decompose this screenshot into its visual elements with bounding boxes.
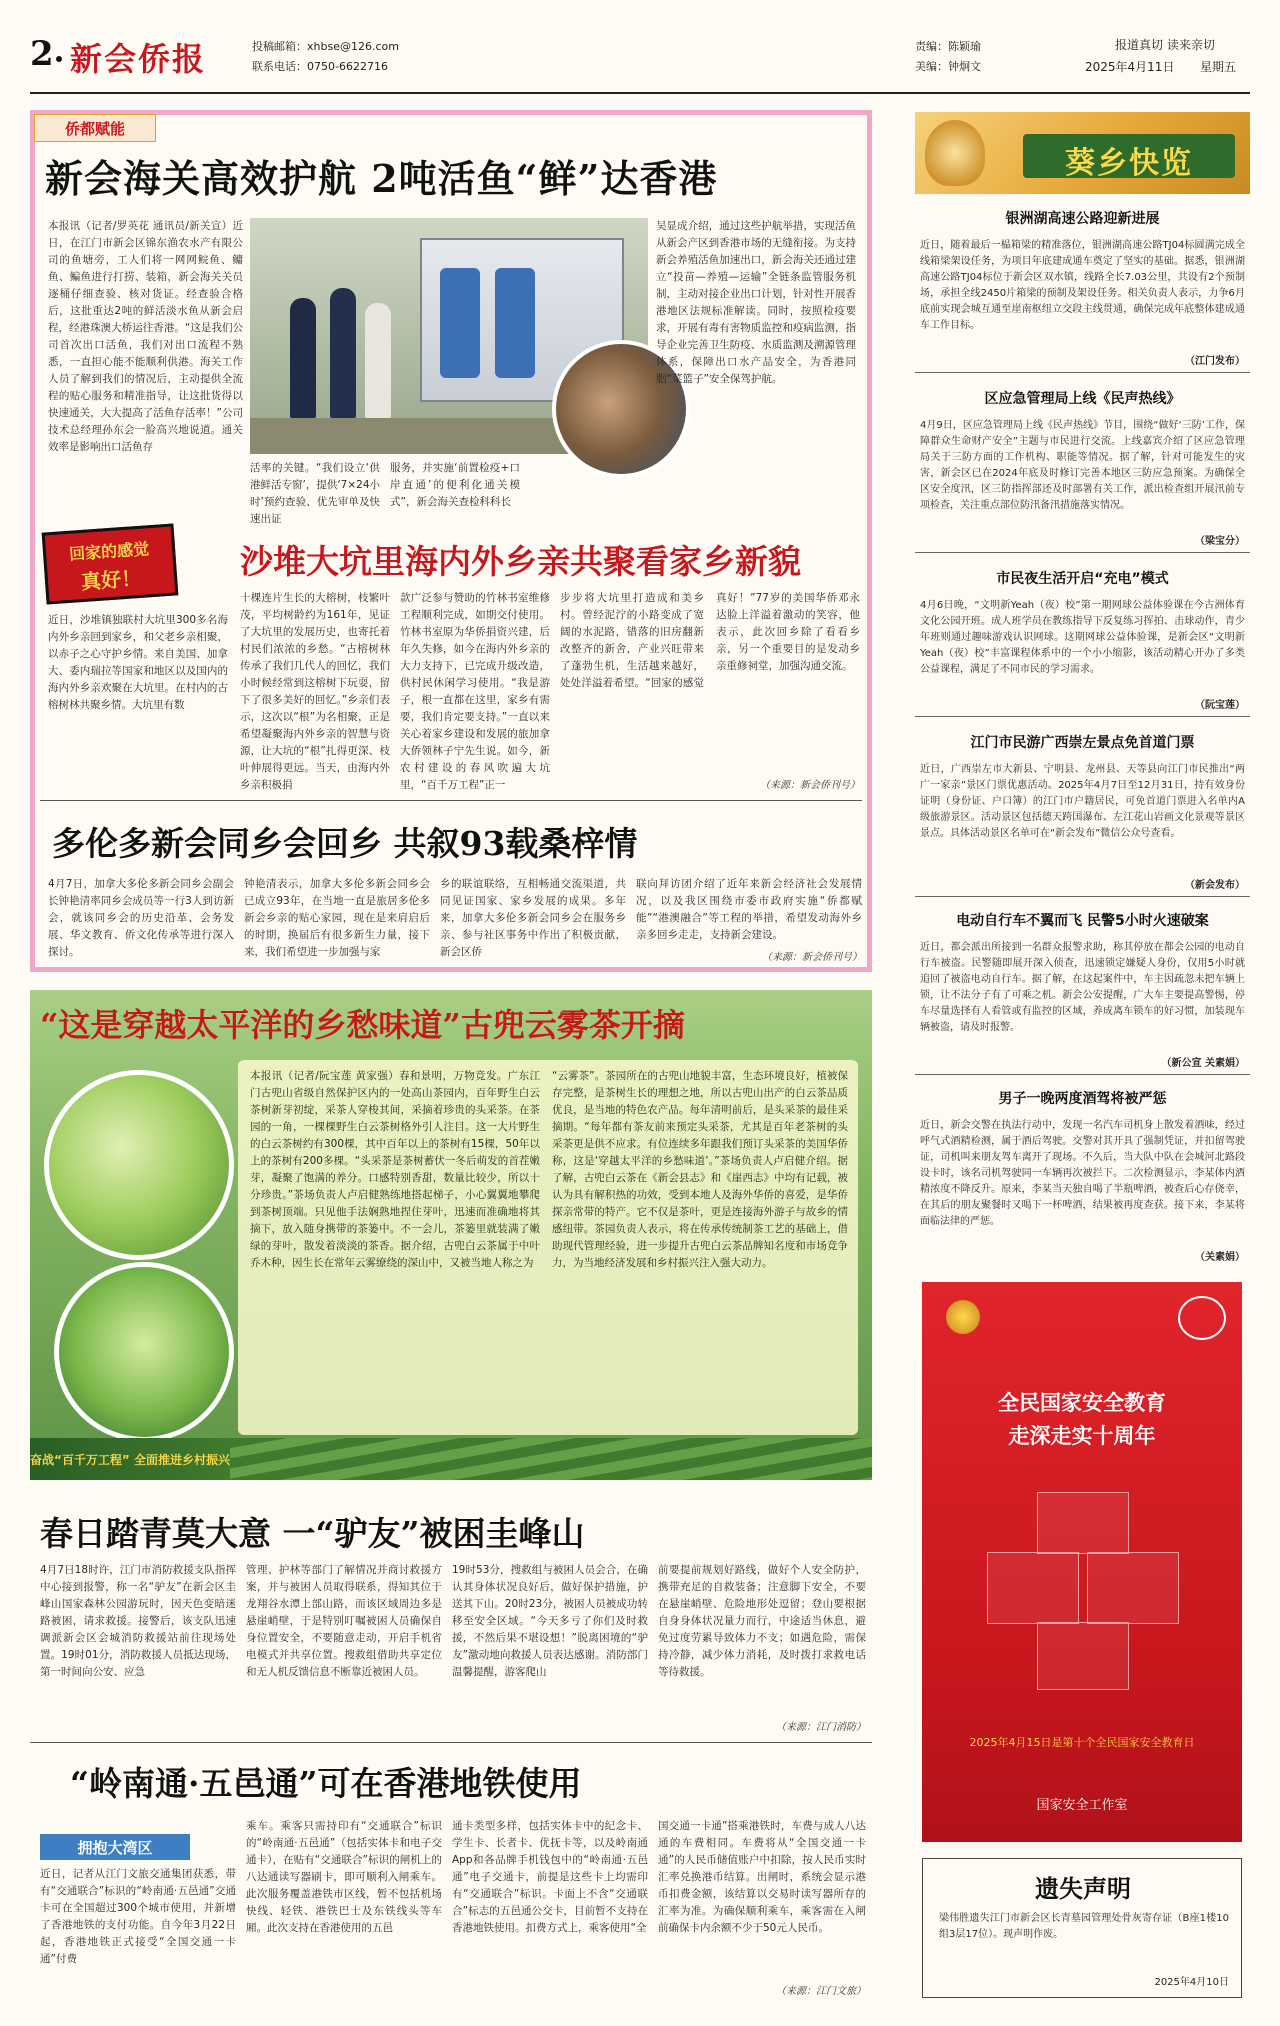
side-item-5-title: 电动自行车不翼而飞 民警5小时火速破案 — [956, 913, 1209, 929]
sidebar-banner — [915, 112, 1250, 194]
side-divider-2 — [915, 552, 1250, 553]
side-item-1-body: 近日，随着最后一榀箱梁的精准落位，银洲湖高速公路TJ04标圆满完成全线箱梁架设任务，为项目年底建成通车奠定了坚实的基础。据悉，银洲湖高速公路TJ04标位于新会区双水镇，线路全长7.03公里，共设有2个预制场，承担全线2450片箱梁的预制及架设任务。相关负责人表示，力争6月底前实现会城互通至崖南枢纽立交段主线贯通，确保完成年底整体建成通车工作目标。 — [920, 240, 1245, 331]
article5-col2: 管理、护林等部门了解情况并商讨救援方案，并与被困人员取得联系，得知其位于龙翔谷水潭上部山路，而该区域周边多是悬崖峭壁，于是特别叮嘱被困人员确保自身位置安全，不要随意走动，开启手机省电模式并共享位置。搜救组借助共享定位和无人机反馈信息不断靠近被困人员。 — [246, 1564, 442, 1678]
tea-feature-box — [30, 990, 872, 1480]
side-divider-4 — [915, 896, 1250, 897]
badge-line2: 真好！ — [80, 565, 142, 595]
article5-col4: 前要提前规划好路线，做好个人安全防护，携带充足的自救装备；注意脚下安全，不要在悬崖峭壁、危险地形处逗留；登山要根据自身身体状况量力而行，中途适当休息，避免过度劳累导致体力不支；如遇危险，需保持冷静，减少体力消耗，及时拨打求救电话等待救援。 — [658, 1564, 866, 1678]
article1-col1: 本报讯（记者/罗英花 通讯员/新关宣）近日，在江门市新会区锦东渔农水产有限公司的鱼塘旁，工人们将一网网鲩鱼、鳙鱼、鳊鱼进行打捞、装箱，新会海关关员逐桶仔细查验、核对货证。经查验合格后，这批重达2吨的鲜活淡水鱼从新会启程，经港珠澳大桥运往香港。“这是我们公司首次出口活鱼，我们对出口流程不熟悉，一直担心能不能顺利供港。海关工作人员了解到我们的情况后，主动提供全流程的贴心服务和精准指导，让这批货得以快速通关，大大提高了活鱼存活率！”公司技术总经理孙东会一脸高兴地说道。通关效率是影响出口活鱼存 — [48, 220, 243, 453]
ad-sign: 国家安全工作室 — [1036, 1798, 1128, 1813]
side-item-4-source: （新会发布） — [1185, 880, 1245, 891]
security-ad — [922, 1282, 1242, 1842]
side-item-2-title: 区应急管理局上线《民声热线》 — [984, 391, 1181, 407]
editor-credit: 责编：陈颖瑜 — [915, 40, 981, 53]
block-3 — [1087, 1552, 1179, 1624]
sidebar-banner-leaf — [925, 120, 985, 186]
side-item-4-title: 江门市民游广西崇左景点免首道门票 — [970, 735, 1195, 751]
article5-source: （来源：江门消防） — [776, 1722, 866, 1733]
article5-rule — [30, 1742, 872, 1743]
article2-title: 沙堆大坑里海内外乡亲共聚看家乡新貌 — [240, 542, 801, 581]
lost-notice-box — [922, 1858, 1242, 1998]
issue-weekday: 星期五 — [1200, 60, 1237, 74]
article3-title: 多伦多新会同乡会回乡 共叙93载桑梓情 — [52, 824, 638, 863]
article2-col1: 近日，沙堆镇独联村大坑里300多名海内外乡亲回到家乡，和父老乡亲相聚，以赤子之心守护乡情。来自美国、加拿大、委内瑞拉等国家和地区以及国内的海内外乡亲欢聚在大坑里。在村内的古榕树林共聚乡情。大坑里有数 — [48, 614, 228, 711]
header-rule — [30, 92, 1250, 94]
truck-tanks-2 — [495, 268, 535, 378]
side-item-6-body: 近日，新会交警在执法行动中，发现一名汽车司机身上散发着酒味，经过呼气式酒精检测，属于酒后驾驶。交警对其开具了强制凭证，并扣留驾驶证，司机叫来朋友驾车离开了现场。不久后，当大队中队在会城河北路段设卡时，该名司机驾驶同一车辆再次被拦下。二次检测显示，李某体内酒精浓度不降反升。原来，李某当天独自喝了半瓶啤酒，被查后心存侥幸，在其后的朋友聚餐时又喝下一杯啤酒，结果被再度查获。接下来，李某将面临法律的严惩。 — [920, 1120, 1245, 1227]
side-item-5-source: （新公宣 关素娟） — [1161, 1058, 1245, 1069]
article6-title: “岭南通·五邑通”可在香港地铁使用 — [70, 1764, 582, 1803]
block-1 — [1037, 1492, 1129, 1554]
officer-figure-1 — [290, 298, 316, 418]
page-number: 2 — [30, 34, 54, 74]
article3-col2: 钟艳清表示，加拿大多伦多新会同乡会已成立93年，在当地一直是旅居多伦多新会乡亲的贴心家园，现在是来肩启后的时期，换届后有很多新生力量，接下来，我们希望进一步加强与家 — [244, 878, 430, 958]
issue-date: 2025年4月11日 — [1085, 60, 1175, 74]
lost-notice-title: 遗失声明 — [1035, 1875, 1131, 1903]
article4-col2: “云雾茶”。茶园所在的古兜山地貌丰富，生态环境良好，植被保存完整，是茶树生长的理想之地，所以古兜山出产的白云茶品质优良，是当地的特色农产品。每年清明前后，是头采茶的最佳采摘期。“每年都有茶友前来预定头采茶，尤其是百年老茶树的头采茶更是供不应求。有位连续多年跟我们预订头采茶的美国华侨称，这是‘穿越太平洋的乡愁味道’。”茶场负责人卢启健介绍。据了解，古兜白云茶在《新会县志》和《崖西志》中均有记载，被认为具有解积热的功效，受到本地人及海外华侨的喜爱，是华侨探亲常带的特产。它不仅是茶叶，更是连接海外游子与故乡的情感纽带。茶园负责人表示，将在传承传统制茶工艺的基础上，借助现代管理经验，进一步提升古兜白云茶品牌知名度和市场竞争力，为当地经济发展和乡村振兴注入强大动力。 — [552, 1070, 848, 1269]
badge-line1: 回家的感觉 — [68, 539, 150, 564]
article4-col1: 本报讯（记者/阮宝莲 黄家强）春和景明，万物竞发。广东江门古兜山省级自然保护区内的一处高山茶园内，百年野生白云茶树新芽初绽，采茶人穿梭其间，采摘着珍贵的头采茶。在茶园的一角，一棵棵野生白云茶树格外引人注目。这一大片野生的白云茶树约有300棵，其中百年以上的茶树有15棵，50年以上的茶树有200多棵。“头采茶是茶树蓄伏一冬后萌发的首茬嫩芽，凝聚了饱满的养分。口感特别香甜，数量比较少，所以十分珍贵。”茶场负责人卢启健熟练地搭起梯子，小心翼翼地攀爬到茶树顶端。只见他手法娴熟地捏住芽叶，迅速而准确地将其摘下，放入随身携带的茶篓中。不一会儿，茶篓里就装满了嫩绿的芽叶，散发着淡淡的茶香。据介绍，古兜白云茶属于中叶乔木种，因生长在常年云雾缭绕的深山中，又被当地人称之为 — [250, 1070, 540, 1269]
contact-phone: 联系电话：0750-6622716 — [252, 60, 388, 73]
tea-leaf-circle-1 — [44, 1070, 234, 1260]
lost-notice-body: 梁伟胜遗失江门市新会区长青墓园管理处骨灰寄存证（B座1楼10组3层17位）。现声明作废。 — [939, 1913, 1229, 1940]
ad-line2: 走深走实十周年 — [1008, 1424, 1156, 1448]
officer-figure-3 — [365, 303, 391, 418]
side-item-2-source: （梁宝分） — [1195, 536, 1245, 547]
section-tag-bay-area — [40, 1834, 190, 1860]
article6-col3: 通卡类型多样，包括实体卡中的纪念卡、学生卡、长者卡、优抚卡等，以及岭南通App和各品牌手机钱包中的“岭南通·五邑通”电子交通卡，前提是这些卡上均需印有“交通联合”标识。卡面上不含“交通联合”标志的五邑通公交卡，目前暂不支持在香港地铁使用。扣费方式上，乘客使用“全 — [452, 1820, 648, 1934]
side-item-5-body: 近日，都会派出所接到一名群众报警求助，称其停放在都会公园的电动自行车被盗。民警随即展开深入侦查，迅速锁定嫌疑人身份，仅用5小时就追回了被盗电动自行车。据了解，在这起案件中，车主因疏忽未把车辆上锁，让不法分子有了可乘之机。新会公安提醒，广大车主要提高警惕，停车尽量选择有人看管或有监控的区域，养成离车锁车的好习惯，加装现车辆被盗，请及时报警。 — [920, 942, 1245, 1033]
article1-col4: 吴显成介绍，通过这些护航举措，实现活鱼从新会产区到香港市场的无缝衔接。为支持新会养殖活鱼加速出口，新会海关还通过建立“投苗—养殖—运输”全链条监管服务机制，主动对接企业出口计划，针对性开展香港地区法规标准解读。同时，按照检疫要求，开展有毒有害物质监控和疫病监测，指导企业完善卫生防疫、水质监测及溯源管理体系，保障出口水产品安全，为香港同胞“菜篮子”安全保驾护航。 — [656, 220, 856, 385]
block-2 — [987, 1552, 1079, 1624]
side-item-3-body: 4月6日晚，“文明新Yeah（夜）校”第一期网球公益体验课在今古洲体育文化公园开班。成人班学员在教练指导下反复练习挥拍、击球动作，青少年班则通过趣味游戏认识网球。这期网球公益体验课，是新会区“文明新Yeah（夜）校”丰富课程体系中的一个小小缩影，该活动精心开办了多类公益课程，满足了不同市民的学习需求。 — [920, 600, 1245, 675]
article6-source: （来源：江门文旅） — [776, 1986, 866, 1997]
homecoming-badge — [42, 523, 179, 604]
national-emblem-icon — [946, 1300, 980, 1334]
article5-col3: 19时53分，搜救组与被困人员会合，在确认其身体状况良好后，做好保护措施，护送其下山。20时23分，被困人员被成功转移至安全区域。“今天多亏了你们及时救援，不然后果不堪设想！”脱离困境的“驴友”激动地向救援人员表达感谢。消防部门温馨提醒，游客爬山 — [452, 1564, 648, 1678]
section-tag-text: 侨都赋能 — [64, 119, 125, 138]
side-divider-3 — [915, 716, 1250, 717]
article3-col1: 4月7日，加拿大多伦多新会同乡会副会长钟艳清率同乡会成员等一行3人到访新会，就该同乡会的历史沿革、会务发展、华文教育、侨文化传承等进行深入探讨。 — [48, 878, 234, 958]
article6-col4: 国交通一卡通”搭乘港铁时，车费与成人八达通的车费相同。车费将从“全国交通一卡通”的人民币储值账户中扣除，按人民币实时汇率兑换港币结算。出闸时，系统会显示港币扣费金额，该结算以交易时读写器所存的汇率为准。为确保顺利乘车，乘客需在入闸前确保卡内余额不少于50元人民币。 — [658, 1820, 866, 1934]
shield-block-graphic — [977, 1492, 1187, 1692]
page-number-dot — [56, 56, 62, 62]
article3-col4: 联向拜访团介绍了近年来新会经济社会发展情况，以及我区围绕市委市政府实施“侨都赋能”“港澳融合”等工程的举措，希望发动海外乡亲多回乡走走，支持新会建设。 — [636, 878, 862, 941]
side-divider-5 — [915, 1074, 1250, 1075]
section-tag-qiaodu — [34, 114, 156, 142]
article1-title: 新会海关高效护航 2吨活鱼“鲜”达香港 — [45, 156, 718, 201]
truck-tanks — [440, 268, 480, 378]
side-item-6-title: 男子一晚两度酒驾将被严惩 — [998, 1091, 1167, 1107]
contact-email: 投稿邮箱：xhbse@126.com — [252, 40, 399, 53]
sidebar-banner-title: 葵乡快览 — [1065, 146, 1193, 181]
block-4 — [1037, 1622, 1129, 1690]
article5-title: 春日踏青莫大意 一“驴友”被困圭峰山 — [40, 1514, 585, 1553]
article6-col1: 近日，记者从江门文旅交通集团获悉，带有“交通联合”标识的“岭南通·五邑通”交通卡可在全国超过300个城市使用，并新增了香港地铁的支付功能。自今年3月22日起，香港地铁正式接受“全国交通一卡通”付费 — [40, 1868, 236, 1965]
officer-figure-2 — [330, 288, 356, 418]
side-item-1-title: 银洲湖高速公路迎新进展 — [1005, 211, 1160, 227]
side-item-1-source: （江门发布） — [1185, 356, 1245, 367]
village-banner-text: 奋战“百千万工程” 全面推进乡村振兴 — [30, 1452, 230, 1467]
anniversary-logo — [1178, 1296, 1226, 1340]
section-tag-bay-text: 拥抱大湾区 — [77, 1838, 153, 1857]
article5-col1: 4月7日18时许，江门市消防救援支队指挥中心接到报警，称一名“驴友”在新会区圭峰山国家森林公园游玩时，因天色变暗迷路被困，请求救援。接警后，该支队迅速调派新会区会城消防救援站前往现场处置。19时01分，消防救援人员抵达现场，第一时间向公安、应急 — [40, 1564, 236, 1678]
article3-source: （来源：新会侨刊号） — [762, 952, 862, 963]
paper-name: 新会侨报 — [70, 40, 207, 78]
village-banner — [30, 1438, 230, 1480]
side-item-3-title: 市民夜生活开启“充电”模式 — [996, 571, 1169, 587]
side-item-4-body: 近日，广西崇左市大新县、宁明县、龙州县、天等县向江门市民推出“两广一家亲”景区门票优惠活动。2025年4月7日至12月31日，持有效身份证明（身份证、户口簿）的江门市户籍居民，可免首道门票进入名单内A级旅游景区。活动景区包括德天跨国瀑布、左江花山岩画文化景观等景区景点。具体活动景区名单可在“新会发布”微信公众号查看。 — [920, 764, 1245, 839]
side-item-3-source: （阮宝莲） — [1195, 700, 1245, 711]
ad-date-line: 2025年4月15日是第十个全民国家安全教育日 — [969, 1736, 1195, 1749]
article2-col2: 十棵连片生长的大榕树，枝繁叶茂，平均树龄约为161年，见证了大坑里的发展历史，也寄托着村民们浓浓的乡愁。“古榕树林传承了我们几代人的回忆，我们小时候经常到这榕树下玩耍，留下了很多美好的回忆。”乡亲们表示，这次以“根”为名相聚，正是希望凝聚海内外乡亲的智慧与资源，让大坑的“根”扎得更深、枝叶伸展得更远。当天，由海内外乡亲积极捐 — [240, 592, 390, 791]
header-slogan: 报道真切 读来亲切 — [1115, 38, 1215, 52]
side-item-6-source: （关素娟） — [1195, 1252, 1245, 1263]
lost-notice-date: 2025年4月10日 — [1154, 1977, 1229, 1988]
side-divider-1 — [915, 372, 1250, 373]
article2-col3: 款广泛参与赞助的竹林书室维修工程顺利完成，如期交付使用。竹林书室原为华侨捐资兴建，后年久失修，如今在海内外乡亲的大力支持下，已完成升级改造，供村民休闲学习使用。“我是游子，根一直都在这里，家乡有需要，我们肯定要支持。”一直以来关心着家乡建设和发展的旅加拿大侨领林子宁先生说。如今，新农村建设的春风吹遍大坑里，“百千万工程”正一 — [400, 592, 550, 791]
article3-col3: 乡的联谊联络，互相畅通交流渠道，共同见证国家、家乡发展的成果。多年来，加拿大多伦多新会同乡会在服务乡亲、参与社区事务中作出了积极贡献，新会区侨 — [440, 878, 626, 958]
ad-line1: 全民国家安全教育 — [998, 1391, 1166, 1415]
side-item-2-body: 4月9日，区应急管理局上线《民声热线》节目，围绕“做好‘三防’工作，保障群众生命财产安全”主题与市民进行交流。上线嘉宾介绍了区应急管理局关于三防方面的工作机构、职能等情况。据了解，针对可能发生的灾害，新会区已在2024年底及时修订完善本地区三防应急预案。为确保全区安全度汛，区三防指挥部还及时部署有关工作，派出检查组开展汛前专项检查，关注重点部位防汛备汛措施落实情况。 — [920, 420, 1245, 511]
article2-source: （来源：新会侨刊号） — [760, 780, 860, 791]
article6-col2: 乘车。乘客只需持印有“交通联合”标识的“岭南通·五邑通”（包括实体卡和电子交通卡），在贴有“交通联合”标识的闸机上的八达通读写器刷卡，即可顺利入闸乘车。此次服务覆盖港铁市区线，暂不包括机场快线、轻铁、港铁巴士及东铁线头等车厢。此次支持在香港使用的五邑 — [246, 1820, 442, 1934]
tea-leaf-circle-2 — [54, 1262, 234, 1442]
designer-credit: 美编：钟炯文 — [915, 60, 981, 73]
page-header — [30, 28, 1250, 90]
tea-field-stripes — [230, 1438, 872, 1480]
article1-col2: 活率的关键。“我们设立‘供港鲜活专窗’，提供‘7×24小时’预约查验、优先审单及快速出证 — [250, 462, 381, 525]
article2-rule — [40, 800, 862, 801]
article1-col3: 服务，并实施‘前置检疫+口岸直通’的便利化通关模式”，新会海关查检科科长 — [390, 462, 520, 508]
article4-title: “这是穿越太平洋的乡愁味道”古兜云雾茶开摘 — [40, 1006, 685, 1044]
article2-col4: 步步将大坑里打造成和美乡村。曾经泥泞的小路变成了宽阔的水泥路，错落的旧房翻新改整齐的新舍，产业兴旺带来了蓬勃生机，生活越来越好，处处洋溢着希望。“回家的感觉真好！”77岁的美国华侨邓永达脸上洋溢着激动的笑容，他表示，此次回乡除了看看乡亲，另一个重要目的是发动乡亲重修祠堂，加强沟通交流。 — [560, 592, 860, 689]
